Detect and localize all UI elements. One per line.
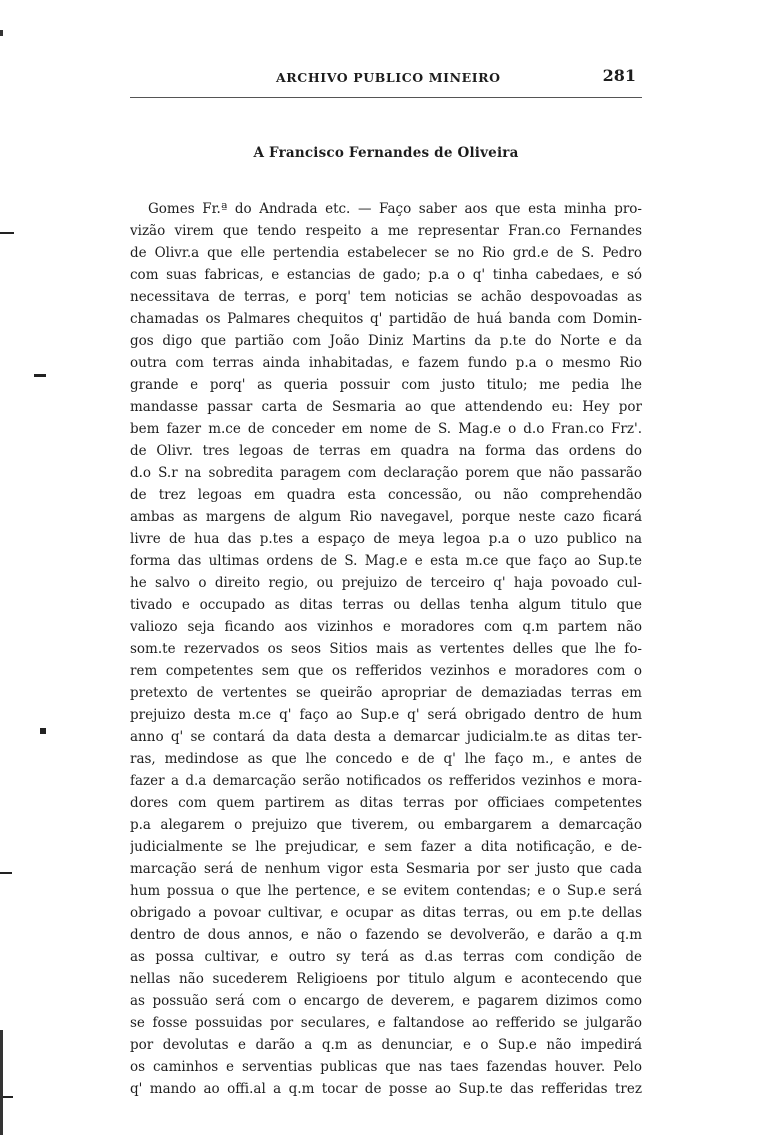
- text-line: prejuizo desta m.ce q' faço ao Sup.e q' será obrigado dentro de hum: [130, 707, 642, 723]
- scan-edge-mark-top: [0, 30, 3, 36]
- text-line: bem fazer m.ce de conceder em nome de S. Mag.e o d.o Fran.co Frz'.: [130, 421, 642, 437]
- text-line: se fosse possuidas por seculares, e faltandose ao refferido se julgarão: [130, 1015, 642, 1031]
- running-header: [130, 66, 642, 92]
- text-line: marcação será de nenhum vigor esta Sesmaria por ser justo que cada: [130, 861, 642, 877]
- text-line: ras, medindose as que lhe concedo e de q' lhe faço m., e antes de: [130, 751, 642, 767]
- text-line: pretexto de vertentes se queirão apropriar de demaziadas terras em: [130, 685, 642, 701]
- text-line: anno q' se contará da data desta a demarcar judicialm.te as ditas ter-: [130, 729, 642, 745]
- margin-mark: [0, 232, 14, 234]
- body-text: [130, 198, 642, 1100]
- margin-mark: [34, 374, 46, 377]
- text-line: necessitava de terras, e porq' tem noticias se achão despovoadas as: [130, 289, 642, 305]
- text-line: chamadas os Palmares chequitos q' partidão de huá banda com Domin-: [130, 311, 642, 327]
- text-line: as possa cultivar, e outro sy terá as d.as terras com condição de: [130, 949, 642, 965]
- text-line: som.te rezervados os seos Sitios mais as vertentes delles que lhe fo-: [130, 641, 642, 657]
- text-line: obrigado a povoar cultivar, e ocupar as ditas terras, ou em p.te dellas: [130, 905, 642, 921]
- text-line: livre de hua das p.tes a espaço de meya legoa p.a o uzo publico na: [130, 531, 642, 547]
- scan-edge-bar: [0, 1030, 3, 1135]
- text-line: grande e porq' as queria possuir com justo titulo; me pedia lhe: [130, 377, 642, 393]
- text-line: Gomes Fr.ª do Andrada etc. — Faço saber aos que esta minha pro-: [148, 201, 642, 217]
- text-line: d.o S.r na sobredita paragem com declaração porem que não passarão: [130, 465, 642, 481]
- text-line: com suas fabricas, e estancias de gado; p.a o q' tinha cabedaes, e só: [130, 267, 642, 283]
- text-line: p.a alegarem o prejuizo que tiverem, ou embargarem a demarcação: [130, 817, 642, 833]
- text-line: forma das ultimas ordens de S. Mag.e e esta m.ce que faço ao Sup.te: [130, 553, 642, 569]
- header-rule: [130, 97, 642, 98]
- text-line: fazer a d.a demarcação serão notificados os refferidos vezinhos e mora-: [130, 773, 642, 789]
- text-line: mandasse passar carta de Sesmaria ao que attendendo eu: Hey por: [130, 399, 642, 415]
- text-line: por devolutas e darão a q.m as denunciar, e o Sup.e não impedirá: [130, 1037, 642, 1053]
- text-line: de Olivr. tres legoas de terras em quadra na forma das ordens do: [130, 443, 642, 459]
- text-line: as possuão será com o encargo de deverem, e pagarem dizimos como: [130, 993, 642, 1009]
- text-line: vizão virem que tendo respeito a me representar Fran.co Fernandes: [130, 223, 642, 239]
- text-line: de Olivr.a que elle pertendia estabelecer se no Rio grd.e de S. Pedro: [130, 245, 642, 261]
- running-title: ARCHIVO PUBLICO MINEIRO: [276, 70, 501, 85]
- margin-mark: [0, 872, 12, 874]
- text-line: outra com terras ainda inhabitadas, e fazem fundo p.a o mesmo Rio: [130, 355, 642, 371]
- text-line: gos digo que partião com João Diniz Martins da p.te do Norte e da: [130, 333, 642, 349]
- text-line: judicialmente se lhe prejudicar, e sem fazer a dita notificação, e de-: [130, 839, 642, 855]
- text-line: hum possua o que lhe pertence, e se evitem contendas; e o Sup.e será: [130, 883, 642, 899]
- text-line: de trez legoas em quadra esta concessão, ou não comprehendão: [130, 487, 642, 503]
- text-line: os caminhos e serventias publicas que nas taes fazendas houver. Pelo: [130, 1059, 642, 1075]
- text-line: q' mando ao offi.al a q.m tocar de posse ao Sup.te das refferidas trez: [130, 1081, 642, 1097]
- margin-mark: [40, 728, 46, 734]
- margin-mark: [3, 1096, 13, 1098]
- article-title: A Francisco Fernandes de Oliveira: [253, 145, 519, 161]
- page-number: 281: [602, 66, 636, 85]
- text-line: dores com quem partirem as ditas terras por officiaes competentes: [130, 795, 642, 811]
- text-line: he salvo o direito regio, ou prejuizo de terceiro q' haja povoado cul-: [130, 575, 642, 591]
- text-line: rem competentes sem que os refferidos vezinhos e moradores com o: [130, 663, 642, 679]
- text-line: valiozo seja ficando aos vizinhos e moradores com q.m partem não: [130, 619, 642, 635]
- text-line: ambas as margens de algum Rio navegavel, porque neste cazo ficará: [130, 509, 642, 525]
- text-line: tivado e occupado as ditas terras ou dellas tenha algum titulo que: [130, 597, 642, 613]
- text-line: nellas não sucederem Religioens por titulo algum e acontecendo que: [130, 971, 642, 987]
- text-line: dentro de dous annos, e não o fazendo se devolverão, e darão a q.m: [130, 927, 642, 943]
